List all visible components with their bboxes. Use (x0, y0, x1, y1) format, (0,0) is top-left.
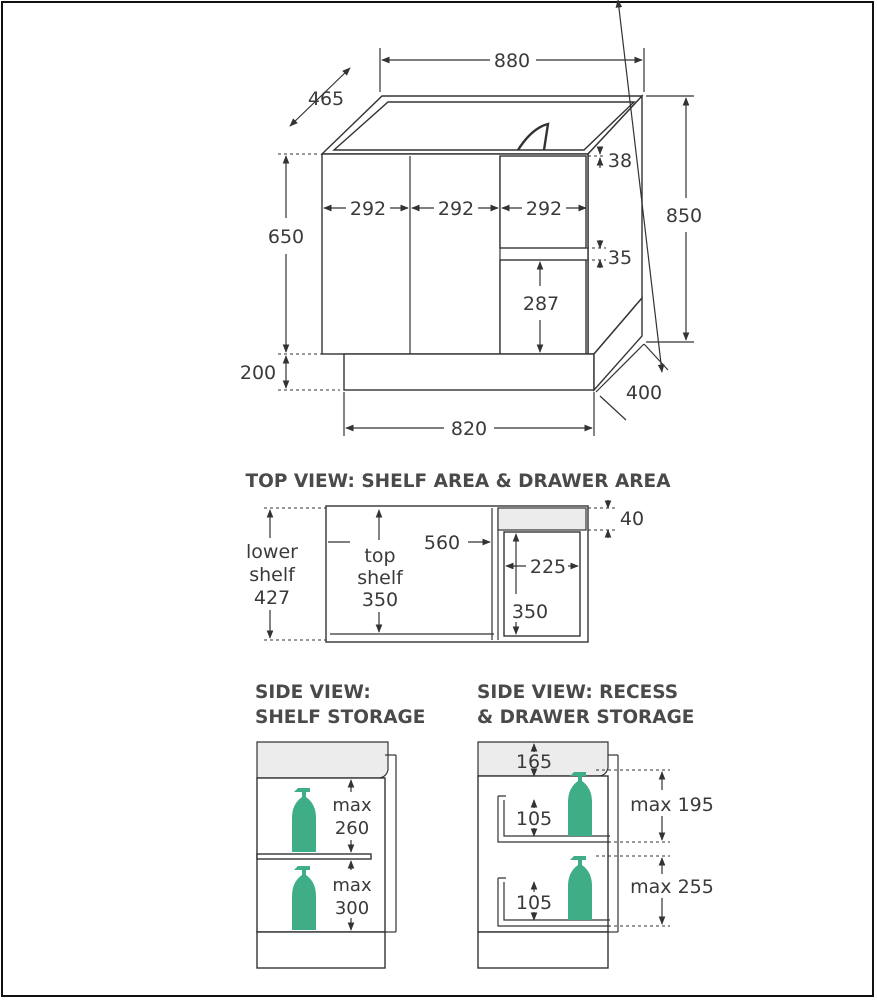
drawer-depth-350-label: 350 (511, 601, 549, 623)
door-width-2-label: 292 (437, 198, 475, 220)
rail-38-label: 38 (607, 150, 633, 172)
door-width-1-label: 292 (349, 198, 387, 220)
upper-max-label: max (332, 795, 372, 816)
lower-max-label: max (332, 875, 372, 896)
gap-35-label: 35 (607, 247, 633, 269)
upper-max-value: 260 (334, 818, 370, 839)
depth-465-label: 465 (307, 88, 345, 110)
top-shelf-label-1: top (364, 545, 396, 567)
plinth (344, 354, 594, 390)
top-view (245, 471, 671, 642)
side-view-shelf (255, 682, 425, 968)
height-850-label: 850 (665, 205, 703, 227)
recess-165-label: 165 (515, 751, 553, 773)
top-shelf-label-2: shelf (357, 567, 403, 589)
drawer-287-label: 287 (522, 293, 560, 315)
side-view-drawer (477, 682, 714, 968)
door-width-3-label: 292 (525, 198, 563, 220)
side-drawer-heading-1: SIDE VIEW: RECESS (477, 682, 679, 703)
drawer-width-225-label: 225 (529, 556, 567, 578)
lower-max-value: 300 (334, 898, 370, 919)
top-view-heading: TOP VIEW: SHELF AREA & DRAWER AREA (245, 471, 671, 492)
width-880-label: 880 (493, 50, 531, 72)
lower-shelf-label-1: lower (246, 541, 298, 563)
width-820-label: 820 (450, 418, 488, 440)
depth-400-label: 400 (625, 382, 663, 404)
front-view (240, 0, 702, 440)
side-shelf-heading-1: SIDE VIEW: (255, 682, 371, 703)
side-drawer-heading-2: & DRAWER STORAGE (477, 707, 695, 728)
max-255-label: max 255 (630, 876, 714, 898)
upper-drawer-105-label: 105 (515, 808, 553, 830)
max-195-label: max 195 (630, 794, 714, 816)
rail-40-label: 40 (619, 508, 645, 530)
lower-shelf-label-2: shelf (249, 564, 295, 586)
height-200-label: 200 (239, 362, 277, 384)
side-shelf-heading-2: SHELF STORAGE (255, 707, 426, 728)
top-shelf-value: 350 (361, 589, 399, 611)
lower-drawer-105-label: 105 (515, 892, 553, 914)
shelf-width-560-label: 560 (423, 532, 461, 554)
lower-shelf-value: 427 (253, 587, 291, 609)
height-650-label: 650 (267, 226, 305, 248)
